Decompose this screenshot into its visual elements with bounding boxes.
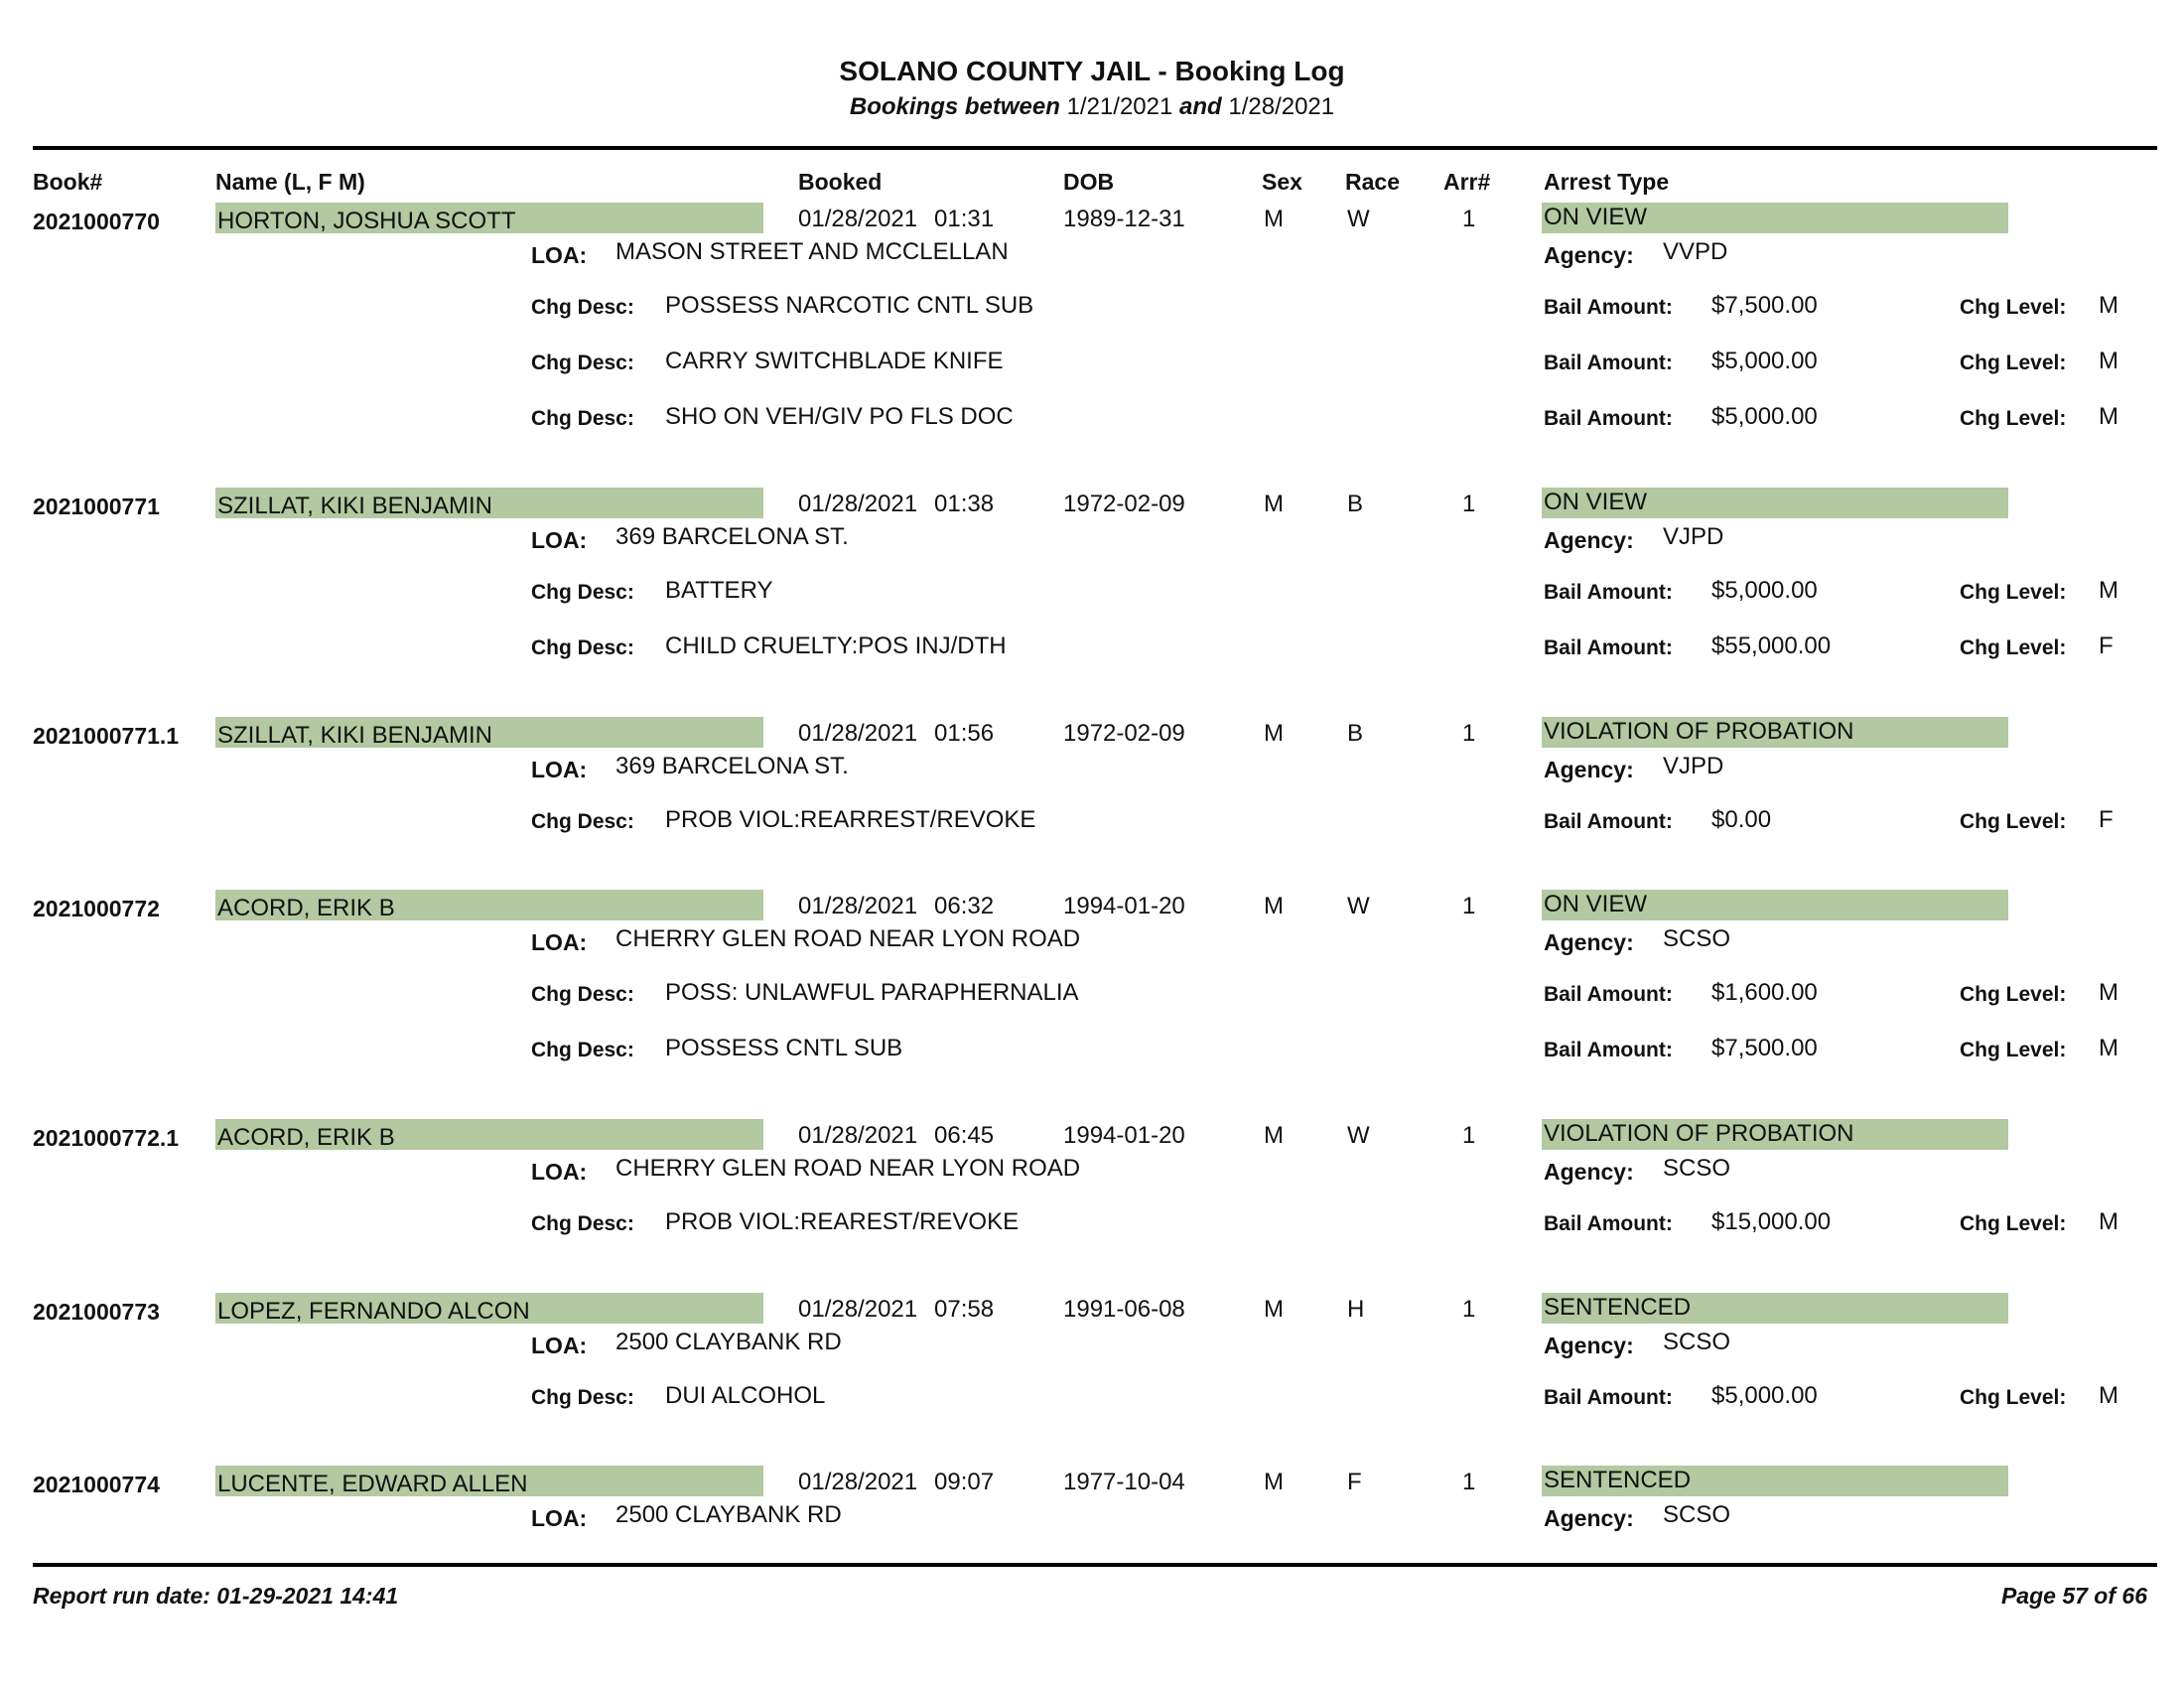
col-header-booked: Booked <box>798 169 883 195</box>
name-highlight <box>215 1293 763 1324</box>
loa-label: LOA: <box>531 929 588 955</box>
race: F <box>1347 1469 1362 1495</box>
loa-label: LOA: <box>531 1159 588 1185</box>
booked-date: 01/28/2021 <box>798 720 918 747</box>
loa-value: 369 BARCELONA ST. <box>615 753 849 779</box>
book-number: 2021000774 <box>33 1472 160 1497</box>
arrest-type: VIOLATION OF PROBATION <box>1544 718 1854 745</box>
charge-desc-label: Chg Desc: <box>531 983 634 1006</box>
bail-amount: $5,000.00 <box>1711 348 1818 374</box>
bail-amount-label: Bail Amount: <box>1544 1039 1673 1061</box>
dob: 1991-06-08 <box>1063 1296 1185 1323</box>
agency-value: SCSO <box>1663 925 1731 952</box>
agency-label: Agency: <box>1544 1159 1634 1185</box>
inmate-name: SZILLAT, KIKI BENJAMIN <box>217 492 492 519</box>
charge-level: M <box>2099 577 2118 604</box>
booked-time: 01:31 <box>934 206 995 232</box>
race: W <box>1347 206 1370 232</box>
agency-value: SCSO <box>1663 1501 1731 1528</box>
name-highlight <box>215 1119 763 1150</box>
arrest-type-highlight <box>1542 1466 2008 1496</box>
agency-value: SCSO <box>1663 1329 1731 1355</box>
charge-desc-label: Chg Desc: <box>531 581 634 604</box>
arrest-type-highlight <box>1542 890 2008 920</box>
report-run-date: Report run date: 01-29-2021 14:41 <box>33 1583 399 1609</box>
arrest-type: ON VIEW <box>1544 204 1648 230</box>
charge-desc-label: Chg Desc: <box>531 1212 634 1235</box>
bail-amount-label: Bail Amount: <box>1544 810 1673 833</box>
subtitle-and: and <box>1179 93 1222 120</box>
bail-amount: $7,500.00 <box>1711 1035 1818 1061</box>
name-highlight <box>215 1466 763 1496</box>
bail-amount: $0.00 <box>1711 806 1772 833</box>
booked-time: 01:56 <box>934 720 995 747</box>
charge-level: F <box>2099 806 2114 833</box>
inmate-name: LOPEZ, FERNANDO ALCON <box>217 1298 530 1325</box>
book-number: 2021000773 <box>33 1299 160 1325</box>
arrest-type-highlight <box>1542 717 2008 748</box>
bail-amount: $5,000.00 <box>1711 1382 1818 1409</box>
bail-amount: $55,000.00 <box>1711 633 1832 659</box>
charge-level: M <box>2099 1035 2118 1061</box>
agency-label: Agency: <box>1544 1505 1634 1531</box>
report-title: SOLANO COUNTY JAIL - Booking Log <box>839 56 1345 86</box>
arr-number: 1 <box>1462 491 1476 517</box>
loa-label: LOA: <box>531 242 588 268</box>
sex: M <box>1264 206 1284 232</box>
charge-description: PROB VIOL:REAREST/REVOKE <box>665 1208 1020 1235</box>
name-highlight <box>215 717 763 748</box>
charge-level-label: Chg Level: <box>1960 1212 2067 1235</box>
book-number: 2021000771 <box>33 493 160 519</box>
charge-desc-label: Chg Desc: <box>531 1386 634 1409</box>
race: W <box>1347 1122 1370 1149</box>
sex: M <box>1264 1122 1284 1149</box>
charge-level: M <box>2099 348 2118 374</box>
sex: M <box>1264 893 1284 919</box>
charge-level-label: Chg Level: <box>1960 983 2067 1006</box>
agency-value: VVPD <box>1663 238 1728 265</box>
top-rule <box>33 146 2157 150</box>
booked-time: 07:58 <box>934 1296 995 1323</box>
name-highlight <box>215 890 763 920</box>
charge-level: M <box>2099 292 2118 319</box>
charge-level-label: Chg Level: <box>1960 352 2067 374</box>
bail-amount-label: Bail Amount: <box>1544 1386 1673 1409</box>
loa-value: CHERRY GLEN ROAD NEAR LYON ROAD <box>615 925 1081 952</box>
charge-description: BATTERY <box>665 577 773 604</box>
booked-date: 01/28/2021 <box>798 1296 918 1323</box>
agency-label: Agency: <box>1544 527 1634 553</box>
arr-number: 1 <box>1462 1296 1476 1323</box>
inmate-name: ACORD, ERIK B <box>217 895 395 921</box>
booking-record <box>0 488 2184 686</box>
bail-amount-label: Bail Amount: <box>1544 636 1673 659</box>
dob: 1977-10-04 <box>1063 1469 1185 1495</box>
report-subtitle <box>0 93 2184 121</box>
booked-time: 06:45 <box>934 1122 995 1149</box>
col-header-dob: DOB <box>1063 169 1115 195</box>
bail-amount-label: Bail Amount: <box>1544 352 1673 374</box>
col-header-sex: Sex <box>1262 169 1302 195</box>
agency-label: Agency: <box>1544 1333 1634 1358</box>
book-number: 2021000772 <box>33 896 160 921</box>
bail-amount-label: Bail Amount: <box>1544 1212 1673 1235</box>
loa-value: 2500 CLAYBANK RD <box>615 1329 842 1355</box>
page-number: Page 57 of 66 <box>2000 1583 2147 1609</box>
inmate-name: SZILLAT, KIKI BENJAMIN <box>217 722 492 749</box>
charge-desc-label: Chg Desc: <box>531 810 634 833</box>
arrest-type-highlight <box>1542 1293 2008 1324</box>
bail-amount: $7,500.00 <box>1711 292 1818 319</box>
col-header-arr: Arr# <box>1443 169 1491 195</box>
agency-value: SCSO <box>1663 1155 1731 1182</box>
loa-label: LOA: <box>531 1505 588 1531</box>
bottom-rule <box>33 1563 2157 1567</box>
arr-number: 1 <box>1462 1469 1476 1495</box>
charge-level-label: Chg Level: <box>1960 1386 2067 1409</box>
book-number: 2021000771.1 <box>33 723 180 749</box>
inmate-name: HORTON, JOSHUA SCOTT <box>217 208 516 234</box>
booked-date: 01/28/2021 <box>798 491 918 517</box>
charge-level-label: Chg Level: <box>1960 810 2067 833</box>
charge-desc-label: Chg Desc: <box>531 1039 634 1061</box>
charge-desc-label: Chg Desc: <box>531 407 634 430</box>
arr-number: 1 <box>1462 206 1476 232</box>
loa-value: 369 BARCELONA ST. <box>615 523 849 550</box>
name-highlight <box>215 203 763 233</box>
loa-label: LOA: <box>531 757 588 782</box>
loa-value: MASON STREET AND MCCLELLAN <box>615 238 1009 265</box>
loa-value: CHERRY GLEN ROAD NEAR LYON ROAD <box>615 1155 1081 1182</box>
bail-amount-label: Bail Amount: <box>1544 581 1673 604</box>
agency-value: VJPD <box>1663 753 1724 779</box>
charge-level: M <box>2099 403 2118 430</box>
bail-amount: $5,000.00 <box>1711 403 1818 430</box>
inmate-name: ACORD, ERIK B <box>217 1124 395 1151</box>
charge-description: CHILD CRUELTY:POS INJ/DTH <box>665 633 1007 659</box>
booked-date: 01/28/2021 <box>798 206 918 232</box>
bail-amount-label: Bail Amount: <box>1544 407 1673 430</box>
race: W <box>1347 893 1370 919</box>
inmate-name: LUCENTE, EDWARD ALLEN <box>217 1471 528 1497</box>
loa-label: LOA: <box>531 527 588 553</box>
col-header-race: Race <box>1345 169 1400 195</box>
charge-level: F <box>2099 633 2114 659</box>
arrest-type: SENTENCED <box>1544 1467 1692 1493</box>
agency-label: Agency: <box>1544 929 1634 955</box>
arr-number: 1 <box>1462 1122 1476 1149</box>
charge-description: DUI ALCOHOL <box>665 1382 826 1409</box>
booked-date: 01/28/2021 <box>798 1469 918 1495</box>
arrest-type: VIOLATION OF PROBATION <box>1544 1120 1854 1147</box>
end-date: 1/28/2021 <box>1228 93 1335 120</box>
sex: M <box>1264 1469 1284 1495</box>
loa-label: LOA: <box>531 1333 588 1358</box>
booked-time: 06:32 <box>934 893 995 919</box>
charge-level: M <box>2099 1382 2118 1409</box>
booking-record <box>0 1293 2184 1491</box>
dob: 1972-02-09 <box>1063 491 1185 517</box>
race: H <box>1347 1296 1365 1323</box>
col-header-name: Name (L, F M) <box>215 169 365 195</box>
dob: 1972-02-09 <box>1063 720 1185 747</box>
book-number: 2021000770 <box>33 209 160 234</box>
agency-label: Agency: <box>1544 757 1634 782</box>
charge-level: M <box>2099 1208 2118 1235</box>
agency-value: VJPD <box>1663 523 1724 550</box>
booking-record <box>0 890 2184 1088</box>
booked-date: 01/28/2021 <box>798 893 918 919</box>
charge-description: SHO ON VEH/GIV PO FLS DOC <box>665 403 1014 430</box>
loa-value: 2500 CLAYBANK RD <box>615 1501 842 1528</box>
charge-description: CARRY SWITCHBLADE KNIFE <box>665 348 1004 374</box>
charge-desc-label: Chg Desc: <box>531 636 634 659</box>
charge-description: PROB VIOL:REARREST/REVOKE <box>665 806 1036 833</box>
arrest-type-highlight <box>1542 203 2008 233</box>
agency-label: Agency: <box>1544 242 1634 268</box>
bail-amount: $1,600.00 <box>1711 979 1818 1006</box>
dob: 1994-01-20 <box>1063 893 1185 919</box>
arrest-type: SENTENCED <box>1544 1294 1692 1321</box>
bail-amount: $15,000.00 <box>1711 1208 1832 1235</box>
charge-desc-label: Chg Desc: <box>531 352 634 374</box>
booked-time: 01:38 <box>934 491 995 517</box>
charge-description: POSS: UNLAWFUL PARAPHERNALIA <box>665 979 1079 1006</box>
charge-description: POSSESS CNTL SUB <box>665 1035 903 1061</box>
booked-date: 01/28/2021 <box>798 1122 918 1149</box>
bail-amount-label: Bail Amount: <box>1544 983 1673 1006</box>
booking-record <box>0 717 2184 915</box>
arr-number: 1 <box>1462 720 1476 747</box>
charge-level-label: Chg Level: <box>1960 581 2067 604</box>
arrest-type: ON VIEW <box>1544 489 1648 515</box>
arrest-type-highlight <box>1542 1119 2008 1150</box>
charge-desc-label: Chg Desc: <box>531 296 634 319</box>
booking-record <box>0 1119 2184 1318</box>
charge-level-label: Chg Level: <box>1960 636 2067 659</box>
arr-number: 1 <box>1462 893 1476 919</box>
col-header-book: Book# <box>33 169 103 195</box>
col-header-arrest-type: Arrest Type <box>1544 169 1670 195</box>
charge-level-label: Chg Level: <box>1960 1039 2067 1061</box>
charge-level-label: Chg Level: <box>1960 407 2067 430</box>
arrest-type-highlight <box>1542 488 2008 518</box>
race: B <box>1347 720 1364 747</box>
start-date: 1/21/2021 <box>1066 93 1173 120</box>
booking-record <box>0 203 2184 430</box>
sex: M <box>1264 491 1284 517</box>
book-number: 2021000772.1 <box>33 1125 180 1151</box>
charge-description: POSSESS NARCOTIC CNTL SUB <box>665 292 1034 319</box>
booked-time: 09:07 <box>934 1469 995 1495</box>
sex: M <box>1264 720 1284 747</box>
charge-level-label: Chg Level: <box>1960 296 2067 319</box>
bail-amount: $5,000.00 <box>1711 577 1818 604</box>
name-highlight <box>215 488 763 518</box>
charge-level: M <box>2099 979 2118 1006</box>
dob: 1994-01-20 <box>1063 1122 1185 1149</box>
dob: 1989-12-31 <box>1063 206 1185 232</box>
bail-amount-label: Bail Amount: <box>1544 296 1673 319</box>
race: B <box>1347 491 1364 517</box>
arrest-type: ON VIEW <box>1544 891 1648 917</box>
subtitle-lead: Bookings between <box>849 93 1060 120</box>
sex: M <box>1264 1296 1284 1323</box>
